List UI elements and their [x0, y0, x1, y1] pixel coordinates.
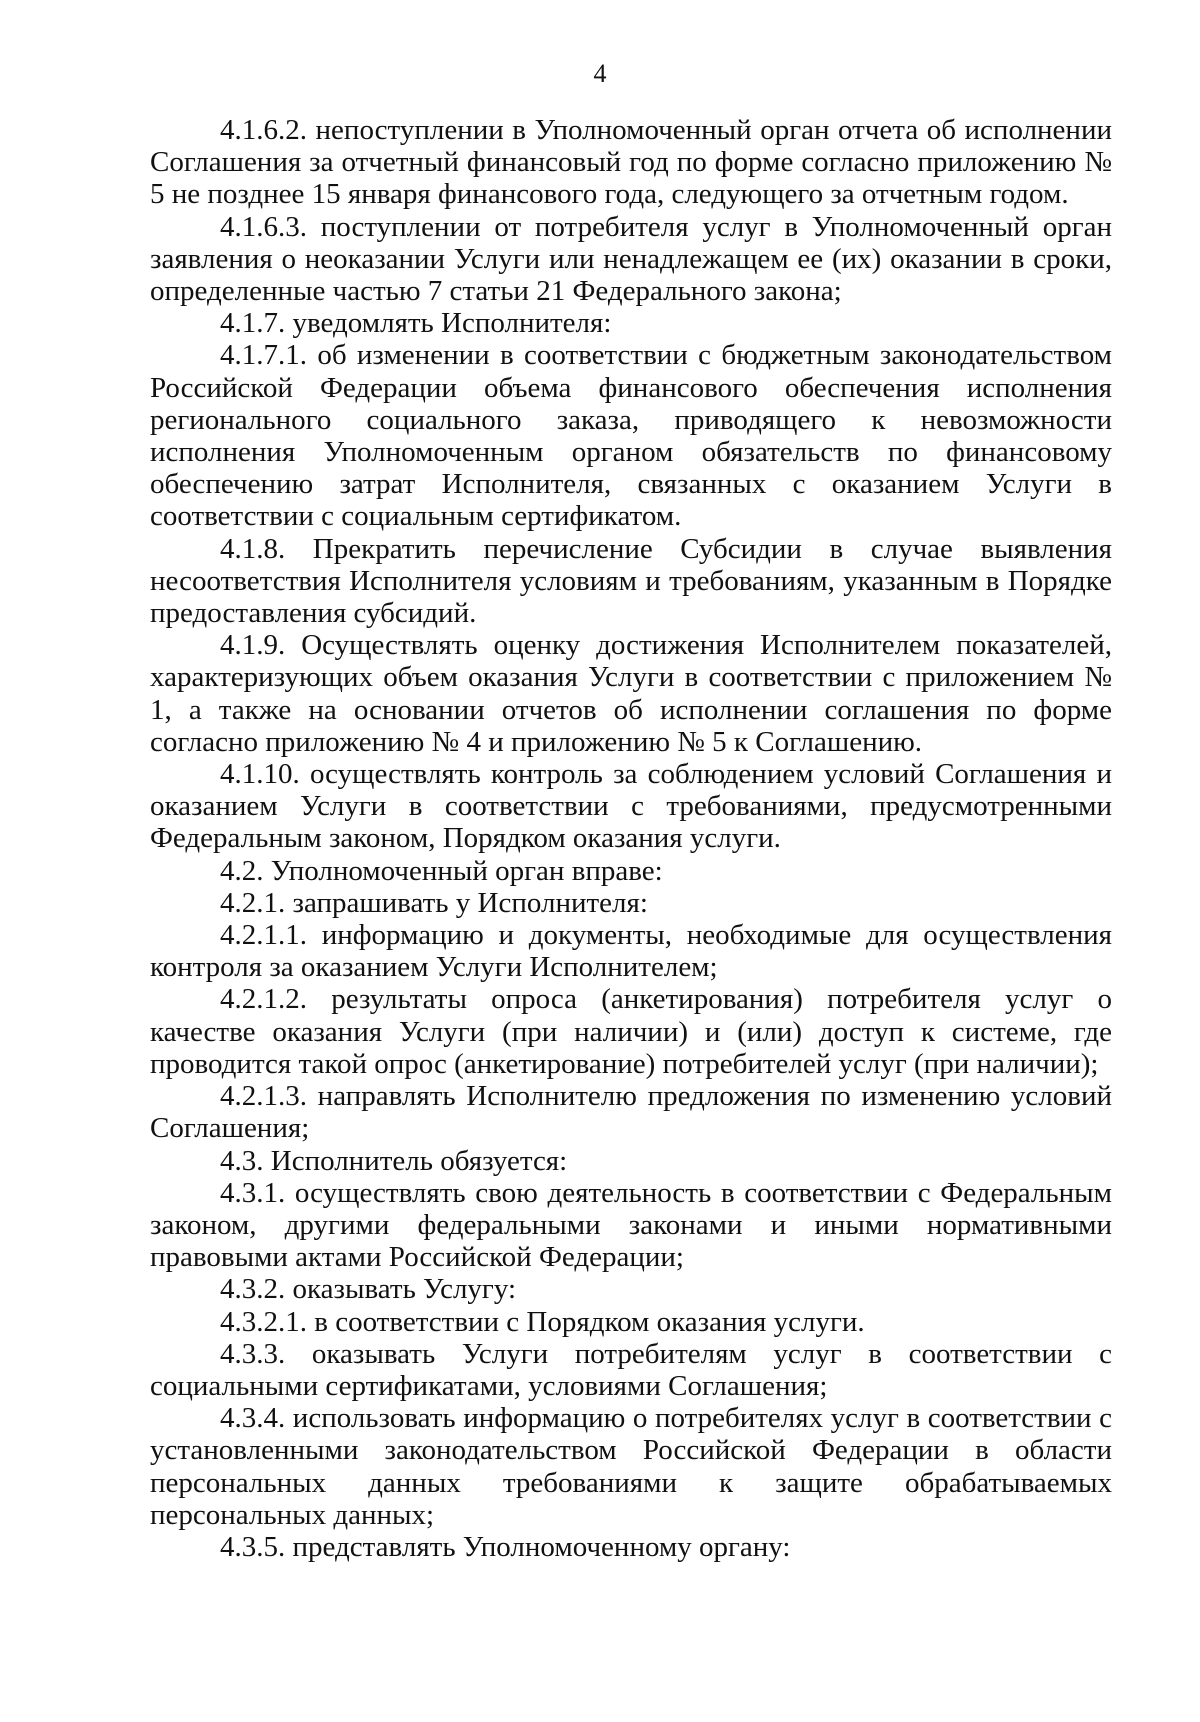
- paragraph-4-2-1-1: 4.2.1.1. информацию и документы, необходимые для осуществления контроля за оказанием Услуги Исполнителем;: [150, 919, 1112, 984]
- paragraph-4-3: 4.3. Исполнитель обязуется:: [220, 1144, 568, 1177]
- paragraph-4-1-7-1: 4.1.7.1. об изменении в соответствии с бюджетным законодательством Российской Федерации объема финансового обеспечения исполнения регионального социального заказа, приводящего к невозможности исполнения Уполномоченным органом обязательств по финансовому обеспечению затрат Исполнителя, связанных с оказанием Услуги в соответствии с социальным сертификатом.: [150, 339, 1112, 533]
- paragraph-4-1-10: 4.1.10. осуществлять контроль за соблюдением условий Соглашения и оказанием Услуги в соответствии с требованиями, предусмотренными Федеральным законом, Порядком оказания услуги.: [150, 758, 1112, 855]
- paragraph-4-1-6-2: 4.1.6.2. непоступлении в Уполномоченный орган отчета об исполнении Соглашения за отчетный финансовый год по форме согласно приложению № 5 не позднее 15 января финансового года, следующего за отчетным годом.: [150, 114, 1112, 211]
- paragraph-4-2: 4.2. Уполномоченный орган вправе:: [220, 854, 663, 887]
- paragraph-4-1-9: 4.1.9. Осуществлять оценку достижения Исполнителем показателей, характеризующих объем оказания Услуги в соответствии с приложением № 1, а также на основании отчетов об исполнении соглашения по форме согласно приложению № 4 и приложению № 5 к Соглашению.: [150, 629, 1112, 758]
- paragraph-4-1-8: 4.1.8. Прекратить перечисление Субсидии в случае выявления несоответствия Исполнителя условиям и требованиям, указанным в Порядке предоставления субсидий.: [150, 532, 1112, 630]
- paragraph-4-3-4: 4.3.4. использовать информацию о потребителях услуг в соответствии с установленными законодательством Российской Федерации в области персональных данных требованиями к защите обрабатываемых персональных данных;: [150, 1402, 1112, 1531]
- paragraph-4-1-7: 4.1.7. уведомлять Исполнителя:: [220, 307, 612, 340]
- document-body: [150, 114, 1112, 1563]
- paragraph-4-1-6-3: 4.1.6.3. поступлении от потребителя услуг в Уполномоченный орган заявления о неоказании Услуги или ненадлежащем ее (их) оказании в сроки, определенные частью 7 статьи 21 Федерального закона;: [150, 210, 1112, 308]
- paragraph-4-2-1-2: 4.2.1.2. результаты опроса (анкетирования) потребителя услуг о качестве оказания Услуги (при наличии) и (или) доступ к системе, где проводится такой опрос (анкетирование) потребителей услуг (при наличии);: [150, 983, 1112, 1080]
- paragraph-4-2-1: 4.2.1. запрашивать у Исполнителя:: [220, 886, 648, 919]
- paragraph-4-3-1: 4.3.1. осуществлять свою деятельность в соответствии с Федеральным законом, другими федеральными законами и иными нормативными правовыми актами Российской Федерации;: [150, 1176, 1112, 1274]
- paragraph-4-3-2-1: 4.3.2.1. в соответствии с Порядком оказания услуги.: [220, 1305, 865, 1338]
- paragraph-4-2-1-3: 4.2.1.3. направлять Исполнителю предложения по изменению условий Соглашения;: [150, 1080, 1112, 1145]
- paragraph-4-3-3: 4.3.3. оказывать Услуги потребителям услуг в соответствии с социальными сертификатами, условиями Соглашения;: [150, 1337, 1112, 1402]
- paragraph-4-3-5: 4.3.5. представлять Уполномоченному органу:: [220, 1530, 791, 1563]
- paragraph-4-3-2: 4.3.2. оказывать Услугу:: [220, 1273, 517, 1306]
- page-number: 4: [593, 59, 607, 88]
